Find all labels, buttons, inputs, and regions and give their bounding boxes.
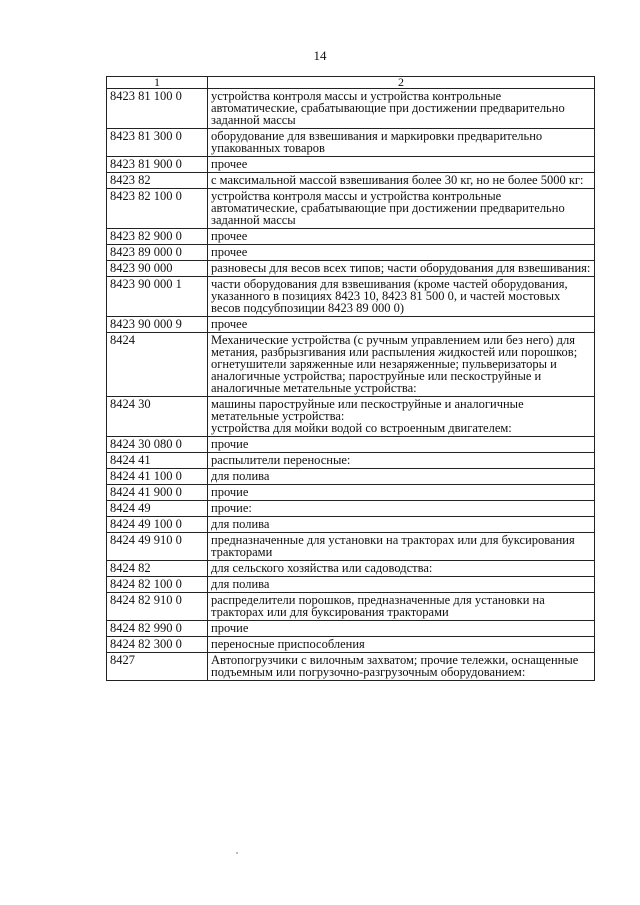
table-row xyxy=(107,277,595,317)
tariff-code-cell: 8423 90 000 xyxy=(107,261,208,277)
description-cell: для сельского хозяйства или садоводства: xyxy=(208,561,595,577)
description-cell: распылители переносные: xyxy=(208,453,595,469)
table-header-row xyxy=(107,77,595,89)
description-cell: Механические устройства (с ручным управлением или без него) для метания, разбрызгивания или распыления жидкостей или порошков; огнетушители заряженные или незаряженные; пульверизаторы и аналогичные устройства; пароструйные или пескоструйные и аналогичные метательные устройства: xyxy=(208,333,595,397)
description-cell: прочие: xyxy=(208,501,595,517)
tariff-code-cell: 8423 89 000 0 xyxy=(107,245,208,261)
table-row xyxy=(107,333,595,397)
column-header-code: 1 xyxy=(107,77,208,89)
description-cell: разновесы для весов всех типов; части оборудования для взвешивания: xyxy=(208,261,595,277)
description-cell: прочие xyxy=(208,437,595,453)
tariff-code-cell: 8424 41 xyxy=(107,453,208,469)
table-row xyxy=(107,89,595,129)
tariff-code-cell: 8424 30 080 0 xyxy=(107,437,208,453)
description-cell: распределители порошков, предназначенные для установки на тракторах или для буксирования тракторами xyxy=(208,593,595,621)
description-cell: машины пароструйные или пескоструйные и аналогичные метательные устройства: устройства для мойки водой со встроенным двигателем: xyxy=(208,397,595,437)
table-row xyxy=(107,637,595,653)
tariff-code-cell: 8424 82 990 0 xyxy=(107,621,208,637)
table-row xyxy=(107,485,595,501)
table-row xyxy=(107,533,595,561)
description-cell: прочие xyxy=(208,621,595,637)
description-cell: Автопогрузчики с вилочным захватом; прочие тележки, оснащенные подъемным или погрузочно-разгрузочным оборудованием: xyxy=(208,653,595,681)
table-row xyxy=(107,173,595,189)
description-cell: прочие xyxy=(208,485,595,501)
column-header-description: 2 xyxy=(208,77,595,89)
table-row xyxy=(107,621,595,637)
table-row xyxy=(107,317,595,333)
tariff-code-cell: 8423 90 000 9 xyxy=(107,317,208,333)
tariff-code-cell: 8423 81 100 0 xyxy=(107,89,208,129)
tariff-code-cell: 8424 82 300 0 xyxy=(107,637,208,653)
table-row xyxy=(107,129,595,157)
description-cell: для полива xyxy=(208,517,595,533)
table-row xyxy=(107,517,595,533)
description-cell: переносные приспособления xyxy=(208,637,595,653)
description-cell: устройства контроля массы и устройства контрольные автоматические, срабатывающие при достижении предварительно заданной массы xyxy=(208,189,595,229)
table-row xyxy=(107,397,595,437)
tariff-code-cell: 8423 81 300 0 xyxy=(107,129,208,157)
description-cell: для полива xyxy=(208,577,595,593)
tariff-code-cell: 8424 49 910 0 xyxy=(107,533,208,561)
tariff-code-cell: 8423 82 xyxy=(107,173,208,189)
tariff-code-cell: 8423 81 900 0 xyxy=(107,157,208,173)
table-row xyxy=(107,157,595,173)
tariff-code-cell: 8424 xyxy=(107,333,208,397)
tariff-code-cell: 8423 82 100 0 xyxy=(107,189,208,229)
table-row xyxy=(107,469,595,485)
tariff-code-cell: 8423 82 900 0 xyxy=(107,229,208,245)
table-row xyxy=(107,189,595,229)
description-cell: с максимальной массой взвешивания более 30 кг, но не более 5000 кг: xyxy=(208,173,595,189)
tariff-code-cell: 8424 49 100 0 xyxy=(107,517,208,533)
table-row xyxy=(107,261,595,277)
tariff-code-cell: 8424 41 100 0 xyxy=(107,469,208,485)
table-row xyxy=(107,561,595,577)
tariff-code-cell: 8423 90 000 1 xyxy=(107,277,208,317)
tariff-code-cell: 8424 82 xyxy=(107,561,208,577)
description-cell: части оборудования для взвешивания (кроме частей оборудования, указанного в позициях 8423 10, 8423 81 500 0, и частей мостовых весов подсубпозиции 8423 89 000 0) xyxy=(208,277,595,317)
description-cell: устройства контроля массы и устройства контрольные автоматические, срабатывающие при достижении предварительно заданной массы xyxy=(208,89,595,129)
table-row xyxy=(107,501,595,517)
description-cell: предназначенные для установки на тракторах или для буксирования тракторами xyxy=(208,533,595,561)
description-cell: прочее xyxy=(208,157,595,173)
tariff-code-cell: 8424 49 xyxy=(107,501,208,517)
tariff-code-table xyxy=(106,76,595,681)
table-row xyxy=(107,453,595,469)
scan-speck xyxy=(236,852,238,854)
tariff-code-cell: 8424 30 xyxy=(107,397,208,437)
tariff-code-cell: 8424 41 900 0 xyxy=(107,485,208,501)
table-row xyxy=(107,437,595,453)
table-row xyxy=(107,229,595,245)
description-cell: для полива xyxy=(208,469,595,485)
table-row xyxy=(107,593,595,621)
description-cell: прочее xyxy=(208,229,595,245)
tariff-code-cell: 8424 82 100 0 xyxy=(107,577,208,593)
table-row xyxy=(107,653,595,681)
description-cell: прочее xyxy=(208,317,595,333)
tariff-code-cell: 8427 xyxy=(107,653,208,681)
tariff-code-cell: 8424 82 910 0 xyxy=(107,593,208,621)
description-cell: прочее xyxy=(208,245,595,261)
table-row xyxy=(107,245,595,261)
page-number: 14 xyxy=(313,48,327,63)
table-row xyxy=(107,577,595,593)
description-cell: оборудование для взвешивания и маркировки предварительно упакованных товаров xyxy=(208,129,595,157)
